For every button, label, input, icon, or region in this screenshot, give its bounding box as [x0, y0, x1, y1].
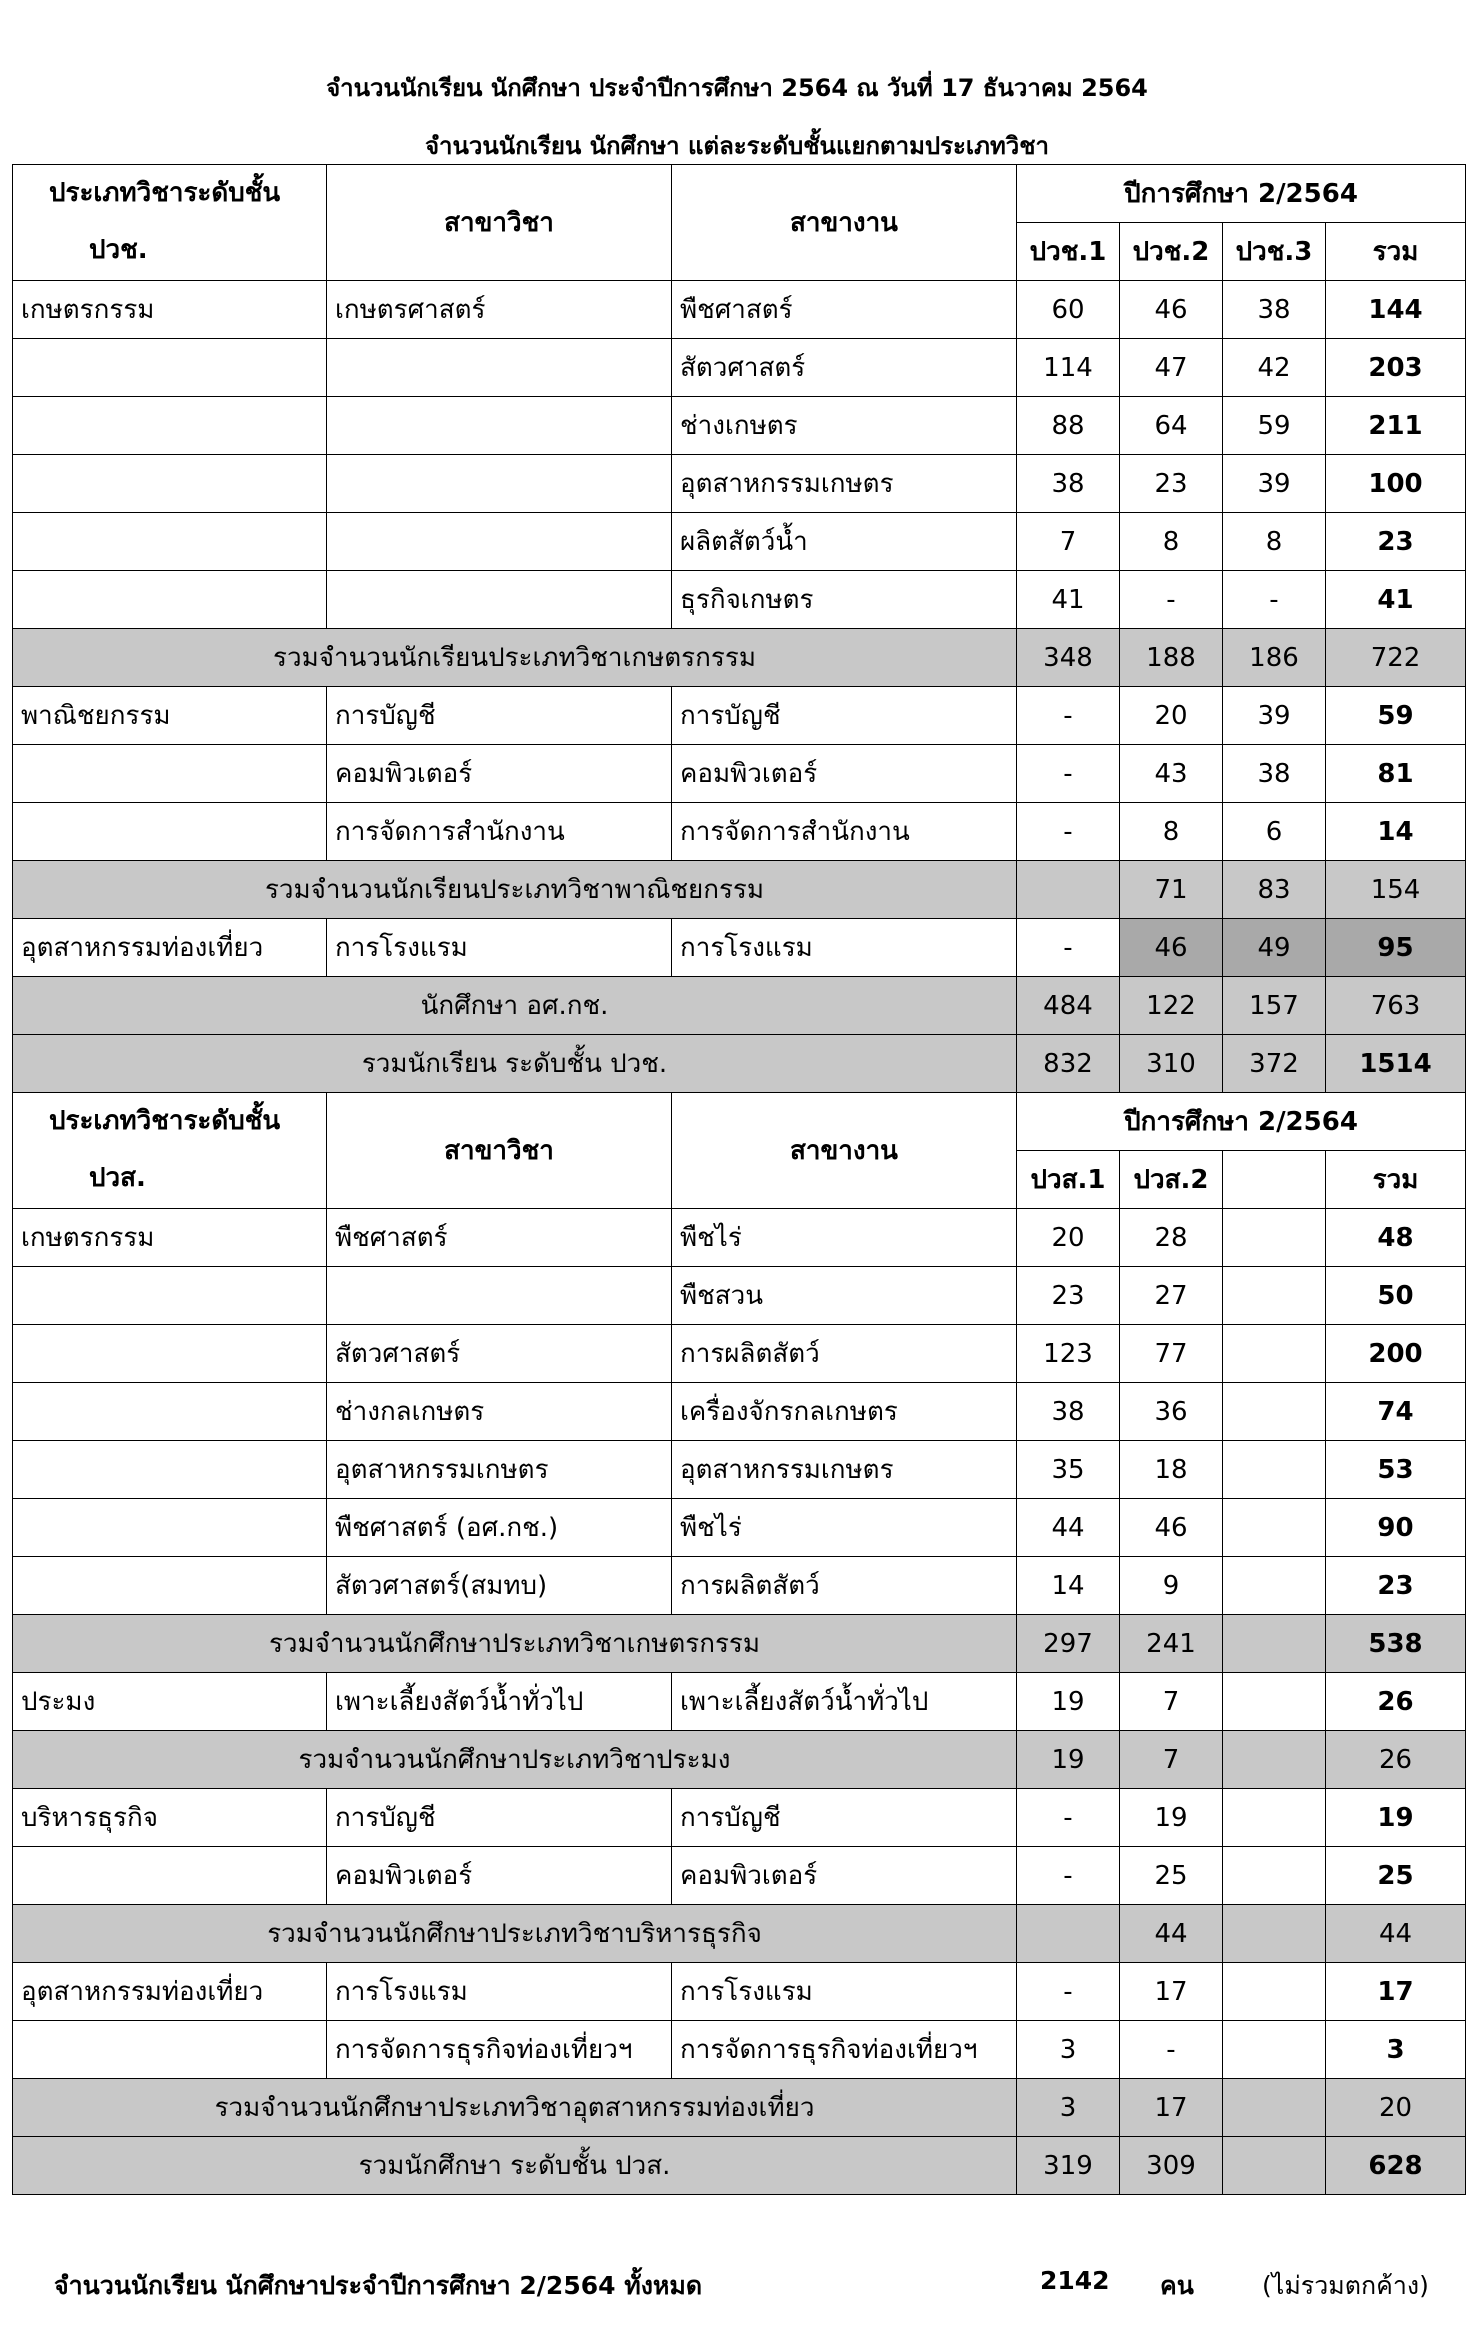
page-subtitle: จำนวนนักเรียน นักศึกษา แต่ละระดับชั้นแยกตามประเภทวิชา: [424, 132, 1050, 160]
level1-value: 319: [1017, 2137, 1120, 2195]
field-cell: การผลิตสัตว์: [672, 1325, 1017, 1383]
header-row: [13, 165, 1466, 223]
major-cell: [327, 455, 672, 513]
level2-value: 43: [1120, 745, 1223, 803]
total-value: 763: [1326, 977, 1466, 1035]
type-cell: [13, 1557, 327, 1615]
total-value: 20: [1326, 2079, 1466, 2137]
major-cell: คอมพิวเตอร์: [327, 745, 672, 803]
total-value: 154: [1326, 861, 1466, 919]
field-cell: พืชศาสตร์: [672, 281, 1017, 339]
subtotal-label: รวมนักเรียน ระดับชั้น ปวช.: [13, 1035, 1017, 1093]
major-cell: การจัดการธุรกิจท่องเที่ยวฯ: [327, 2021, 672, 2079]
level2-value: 18: [1120, 1441, 1223, 1499]
level2-value: 122: [1120, 977, 1223, 1035]
major-header: สาขาวิชา: [327, 165, 672, 281]
total-value: 19: [1326, 1789, 1466, 1847]
level2-value: 8: [1120, 513, 1223, 571]
level3-value: 59: [1223, 397, 1326, 455]
field-cell: การจัดการสำนักงาน: [672, 803, 1017, 861]
type-cell: เกษตรกรรม: [13, 281, 327, 339]
header-row: [13, 1093, 1466, 1151]
table-row: [13, 1209, 1466, 1267]
level3-value: 38: [1223, 281, 1326, 339]
subtotal-row: [13, 629, 1466, 687]
level2-value: 310: [1120, 1035, 1223, 1093]
level3-value: [1223, 1963, 1326, 2021]
major-cell: การโรงแรม: [327, 919, 672, 977]
level1-header: ปวช.1: [1017, 223, 1120, 281]
subtotal-row: [13, 1731, 1466, 1789]
field-cell: พืชไร่: [672, 1209, 1017, 1267]
table-row: [13, 513, 1466, 571]
level1-value: 297: [1017, 1615, 1120, 1673]
table-row: [13, 281, 1466, 339]
table-row: [13, 339, 1466, 397]
level2-value: 46: [1120, 1499, 1223, 1557]
total-value: 1514: [1326, 1035, 1466, 1093]
field-header: สาขางาน: [672, 1093, 1017, 1209]
type-cell: [13, 1267, 327, 1325]
level2-value: 46: [1120, 281, 1223, 339]
level1-value: 123: [1017, 1325, 1120, 1383]
type-header-line2: ปวส.: [89, 1163, 146, 1193]
level1-value: 832: [1017, 1035, 1120, 1093]
level3-value: [1223, 1499, 1326, 1557]
level2-value: 77: [1120, 1325, 1223, 1383]
major-cell: เกษตรศาสตร์: [327, 281, 672, 339]
total-value: 14: [1326, 803, 1466, 861]
major-cell: อุตสาหกรรมเกษตร: [327, 1441, 672, 1499]
level1-value: 348: [1017, 629, 1120, 687]
table-row: [13, 1441, 1466, 1499]
level3-value: 38: [1223, 745, 1326, 803]
type-cell: บริหารธุรกิจ: [13, 1789, 327, 1847]
total-value: 17: [1326, 1963, 1466, 2021]
type-cell: [13, 455, 327, 513]
major-cell: การบัญชี: [327, 687, 672, 745]
table-row: [13, 687, 1466, 745]
table-row: [13, 1847, 1466, 1905]
level2-value: 36: [1120, 1383, 1223, 1441]
level3-value: [1223, 1847, 1326, 1905]
table-row: [13, 1557, 1466, 1615]
subtotal-row: [13, 1905, 1466, 1963]
total-value: 3: [1326, 2021, 1466, 2079]
total-value: 25: [1326, 1847, 1466, 1905]
level2-header: ปวส.2: [1120, 1151, 1223, 1209]
table-row: [13, 1267, 1466, 1325]
level3-value: 8: [1223, 513, 1326, 571]
level3-value: [1223, 1557, 1326, 1615]
total-value: 74: [1326, 1383, 1466, 1441]
level1-value: 20: [1017, 1209, 1120, 1267]
table-row: [13, 919, 1466, 977]
type-cell: [13, 1325, 327, 1383]
type-cell: [13, 339, 327, 397]
level1-value: 23: [1017, 1267, 1120, 1325]
type-header-line2: ปวช.: [89, 235, 148, 265]
level2-value: 46: [1120, 919, 1223, 977]
field-cell: การบัญชี: [672, 687, 1017, 745]
level1-value: 3: [1017, 2079, 1120, 2137]
subtotal-label: รวมจำนวนนักศึกษาประเภทวิชาเกษตรกรรม: [13, 1615, 1017, 1673]
type-cell: [13, 745, 327, 803]
level3-value: [1223, 1325, 1326, 1383]
total-value: 211: [1326, 397, 1466, 455]
subtotal-row: [13, 861, 1466, 919]
level1-value: 35: [1017, 1441, 1120, 1499]
field-cell: การโรงแรม: [672, 919, 1017, 977]
grand-total-unit: คน: [1160, 2271, 1194, 2300]
grand-total-note: (ไม่รวมตกค้าง): [1262, 2271, 1429, 2300]
level1-value: 484: [1017, 977, 1120, 1035]
level1-value: 38: [1017, 455, 1120, 513]
subtotal-row: [13, 2137, 1466, 2195]
field-cell: สัตวศาสตร์: [672, 339, 1017, 397]
major-header: สาขาวิชา: [327, 1093, 672, 1209]
level1-value: 19: [1017, 1731, 1120, 1789]
level3-value: [1223, 2021, 1326, 2079]
type-header-line1: ประเภทวิชาระดับชั้น: [49, 178, 281, 208]
total-value: 203: [1326, 339, 1466, 397]
level1-value: 7: [1017, 513, 1120, 571]
level1-value: -: [1017, 1847, 1120, 1905]
page-title: จำนวนนักเรียน นักศึกษา ประจำปีการศึกษา 2564 ณ วันที่ 17 ธันวาคม 2564: [326, 74, 1148, 102]
total-header: รวม: [1326, 1151, 1466, 1209]
level1-header: ปวส.1: [1017, 1151, 1120, 1209]
table-row: [13, 455, 1466, 513]
total-value: 50: [1326, 1267, 1466, 1325]
major-cell: [327, 1267, 672, 1325]
level3-value: 49: [1223, 919, 1326, 977]
level2-value: 8: [1120, 803, 1223, 861]
level1-value: -: [1017, 1789, 1120, 1847]
level2-value: 241: [1120, 1615, 1223, 1673]
level3-value: 83: [1223, 861, 1326, 919]
type-cell: ประมง: [13, 1673, 327, 1731]
level1-value: [1017, 861, 1120, 919]
level3-value: 42: [1223, 339, 1326, 397]
subtotal-label: รวมจำนวนนักศึกษาประเภทวิชาประมง: [13, 1731, 1017, 1789]
field-cell: พืชสวน: [672, 1267, 1017, 1325]
level2-value: 71: [1120, 861, 1223, 919]
field-cell: อุตสาหกรรมเกษตร: [672, 455, 1017, 513]
type-header: [13, 1093, 327, 1209]
table-row: [13, 397, 1466, 455]
field-cell: เครื่องจักรกลเกษตร: [672, 1383, 1017, 1441]
table-row: [13, 1673, 1466, 1731]
table-row: [13, 1963, 1466, 2021]
field-cell: คอมพิวเตอร์: [672, 1847, 1017, 1905]
subtotal-label: รวมจำนวนนักเรียนประเภทวิชาพาณิชยกรรม: [13, 861, 1017, 919]
type-cell: [13, 1441, 327, 1499]
table-row: [13, 2021, 1466, 2079]
field-cell: ธุรกิจเกษตร: [672, 571, 1017, 629]
type-header: [13, 165, 327, 281]
level3-value: -: [1223, 571, 1326, 629]
level1-value: -: [1017, 745, 1120, 803]
level3-value: 157: [1223, 977, 1326, 1035]
total-value: 26: [1326, 1673, 1466, 1731]
level2-value: 44: [1120, 1905, 1223, 1963]
year-header: ปีการศึกษา 2/2564: [1017, 1093, 1466, 1151]
total-value: 53: [1326, 1441, 1466, 1499]
total-value: 81: [1326, 745, 1466, 803]
total-value: 200: [1326, 1325, 1466, 1383]
level3-header: ปวช.3: [1223, 223, 1326, 281]
field-cell: การผลิตสัตว์: [672, 1557, 1017, 1615]
total-value: 48: [1326, 1209, 1466, 1267]
level1-value: 14: [1017, 1557, 1120, 1615]
total-value: 59: [1326, 687, 1466, 745]
major-cell: พืชศาสตร์: [327, 1209, 672, 1267]
field-header: สาขางาน: [672, 165, 1017, 281]
field-cell: ช่างเกษตร: [672, 397, 1017, 455]
type-cell: [13, 513, 327, 571]
field-cell: ผลิตสัตว์น้ำ: [672, 513, 1017, 571]
level2-value: 188: [1120, 629, 1223, 687]
field-cell: การบัญชี: [672, 1789, 1017, 1847]
field-cell: คอมพิวเตอร์: [672, 745, 1017, 803]
level3-value: [1223, 1267, 1326, 1325]
major-cell: [327, 339, 672, 397]
level2-value: -: [1120, 571, 1223, 629]
level2-value: 27: [1120, 1267, 1223, 1325]
major-cell: สัตวศาสตร์(สมทบ): [327, 1557, 672, 1615]
level1-value: 44: [1017, 1499, 1120, 1557]
level2-value: 17: [1120, 1963, 1223, 2021]
level2-value: 7: [1120, 1673, 1223, 1731]
level1-value: 3: [1017, 2021, 1120, 2079]
level3-value: 372: [1223, 1035, 1326, 1093]
subtotal-row: [13, 977, 1466, 1035]
grand-total-label: จำนวนนักเรียน นักศึกษาประจำปีการศึกษา 2/2564 ทั้งหมด: [54, 2271, 703, 2300]
major-cell: การจัดการสำนักงาน: [327, 803, 672, 861]
field-cell: พืชไร่: [672, 1499, 1017, 1557]
field-cell: อุตสาหกรรมเกษตร: [672, 1441, 1017, 1499]
level1-value: 60: [1017, 281, 1120, 339]
level3-value: [1223, 1905, 1326, 1963]
grand-total-line: [0, 2266, 1474, 2306]
subtotal-label: รวมนักศึกษา ระดับชั้น ปวส.: [13, 2137, 1017, 2195]
type-cell: อุตสาหกรรมท่องเที่ยว: [13, 919, 327, 977]
type-cell: [13, 571, 327, 629]
level2-value: 23: [1120, 455, 1223, 513]
type-header-line1: ประเภทวิชาระดับชั้น: [49, 1106, 281, 1136]
type-cell: [13, 803, 327, 861]
total-value: 100: [1326, 455, 1466, 513]
level3-value: [1223, 1209, 1326, 1267]
total-value: 628: [1326, 2137, 1466, 2195]
table-row: [13, 1499, 1466, 1557]
type-cell: [13, 1499, 327, 1557]
subtotal-label: รวมจำนวนนักศึกษาประเภทวิชาบริหารธุรกิจ: [13, 1905, 1017, 1963]
level3-value: 186: [1223, 629, 1326, 687]
level3-value: 39: [1223, 455, 1326, 513]
level2-value: 64: [1120, 397, 1223, 455]
subtotal-label: รวมจำนวนนักเรียนประเภทวิชาเกษตรกรรม: [13, 629, 1017, 687]
level3-value: [1223, 1789, 1326, 1847]
type-cell: [13, 397, 327, 455]
table-row: [13, 571, 1466, 629]
major-cell: คอมพิวเตอร์: [327, 1847, 672, 1905]
major-cell: [327, 571, 672, 629]
total-value: 26: [1326, 1731, 1466, 1789]
total-value: 144: [1326, 281, 1466, 339]
field-cell: เพาะเลี้ยงสัตว์น้ำทั่วไป: [672, 1673, 1017, 1731]
level1-value: -: [1017, 919, 1120, 977]
total-value: 23: [1326, 513, 1466, 571]
level2-value: 19: [1120, 1789, 1223, 1847]
table-row: [13, 745, 1466, 803]
total-value: 90: [1326, 1499, 1466, 1557]
grand-total-count: 2142: [1040, 2266, 1110, 2295]
level2-value: 7: [1120, 1731, 1223, 1789]
subtotal-row: [13, 1035, 1466, 1093]
major-cell: การบัญชี: [327, 1789, 672, 1847]
level2-value: 47: [1120, 339, 1223, 397]
level3-value: [1223, 2137, 1326, 2195]
subtotal-row: [13, 2079, 1466, 2137]
field-cell: การจัดการธุรกิจท่องเที่ยวฯ: [672, 2021, 1017, 2079]
level3-value: [1223, 1615, 1326, 1673]
level2-value: 17: [1120, 2079, 1223, 2137]
type-cell: [13, 1383, 327, 1441]
level2-value: 9: [1120, 1557, 1223, 1615]
level1-value: 88: [1017, 397, 1120, 455]
level3-value: [1223, 2079, 1326, 2137]
table-row: [13, 803, 1466, 861]
level3-header: [1223, 1151, 1326, 1209]
level1-value: -: [1017, 803, 1120, 861]
table-row: [13, 1325, 1466, 1383]
year-header: ปีการศึกษา 2/2564: [1017, 165, 1466, 223]
total-value: 722: [1326, 629, 1466, 687]
level3-value: 39: [1223, 687, 1326, 745]
level3-value: [1223, 1383, 1326, 1441]
level1-value: 19: [1017, 1673, 1120, 1731]
level1-value: -: [1017, 687, 1120, 745]
table-row: [13, 1789, 1466, 1847]
total-value: 44: [1326, 1905, 1466, 1963]
level2-value: 25: [1120, 1847, 1223, 1905]
total-header: รวม: [1326, 223, 1466, 281]
level1-value: 114: [1017, 339, 1120, 397]
level2-header: ปวช.2: [1120, 223, 1223, 281]
major-cell: พืชศาสตร์ (อศ.กช.): [327, 1499, 672, 1557]
major-cell: เพาะเลี้ยงสัตว์น้ำทั่วไป: [327, 1673, 672, 1731]
type-cell: [13, 2021, 327, 2079]
level2-value: 309: [1120, 2137, 1223, 2195]
subtotal-label: นักศึกษา อศ.กช.: [13, 977, 1017, 1035]
level1-value: -: [1017, 1963, 1120, 2021]
field-cell: การโรงแรม: [672, 1963, 1017, 2021]
level1-value: [1017, 1905, 1120, 1963]
total-value: 538: [1326, 1615, 1466, 1673]
level2-value: -: [1120, 2021, 1223, 2079]
type-cell: อุตสาหกรรมท่องเที่ยว: [13, 1963, 327, 2021]
level2-value: 20: [1120, 687, 1223, 745]
type-cell: เกษตรกรรม: [13, 1209, 327, 1267]
major-cell: สัตวศาสตร์: [327, 1325, 672, 1383]
level2-value: 28: [1120, 1209, 1223, 1267]
level1-value: 41: [1017, 571, 1120, 629]
level3-value: [1223, 1673, 1326, 1731]
type-cell: พาณิชยกรรม: [13, 687, 327, 745]
major-cell: การโรงแรม: [327, 1963, 672, 2021]
major-cell: [327, 513, 672, 571]
student-count-table: [12, 164, 1466, 2195]
total-value: 41: [1326, 571, 1466, 629]
type-cell: [13, 1847, 327, 1905]
total-value: 95: [1326, 919, 1466, 977]
total-value: 23: [1326, 1557, 1466, 1615]
level1-value: 38: [1017, 1383, 1120, 1441]
level3-value: [1223, 1441, 1326, 1499]
level3-value: 6: [1223, 803, 1326, 861]
major-cell: ช่างกลเกษตร: [327, 1383, 672, 1441]
subtotal-label: รวมจำนวนนักศึกษาประเภทวิชาอุตสาหกรรมท่องเที่ยว: [13, 2079, 1017, 2137]
subtotal-row: [13, 1615, 1466, 1673]
table-row: [13, 1383, 1466, 1441]
major-cell: [327, 397, 672, 455]
level3-value: [1223, 1731, 1326, 1789]
